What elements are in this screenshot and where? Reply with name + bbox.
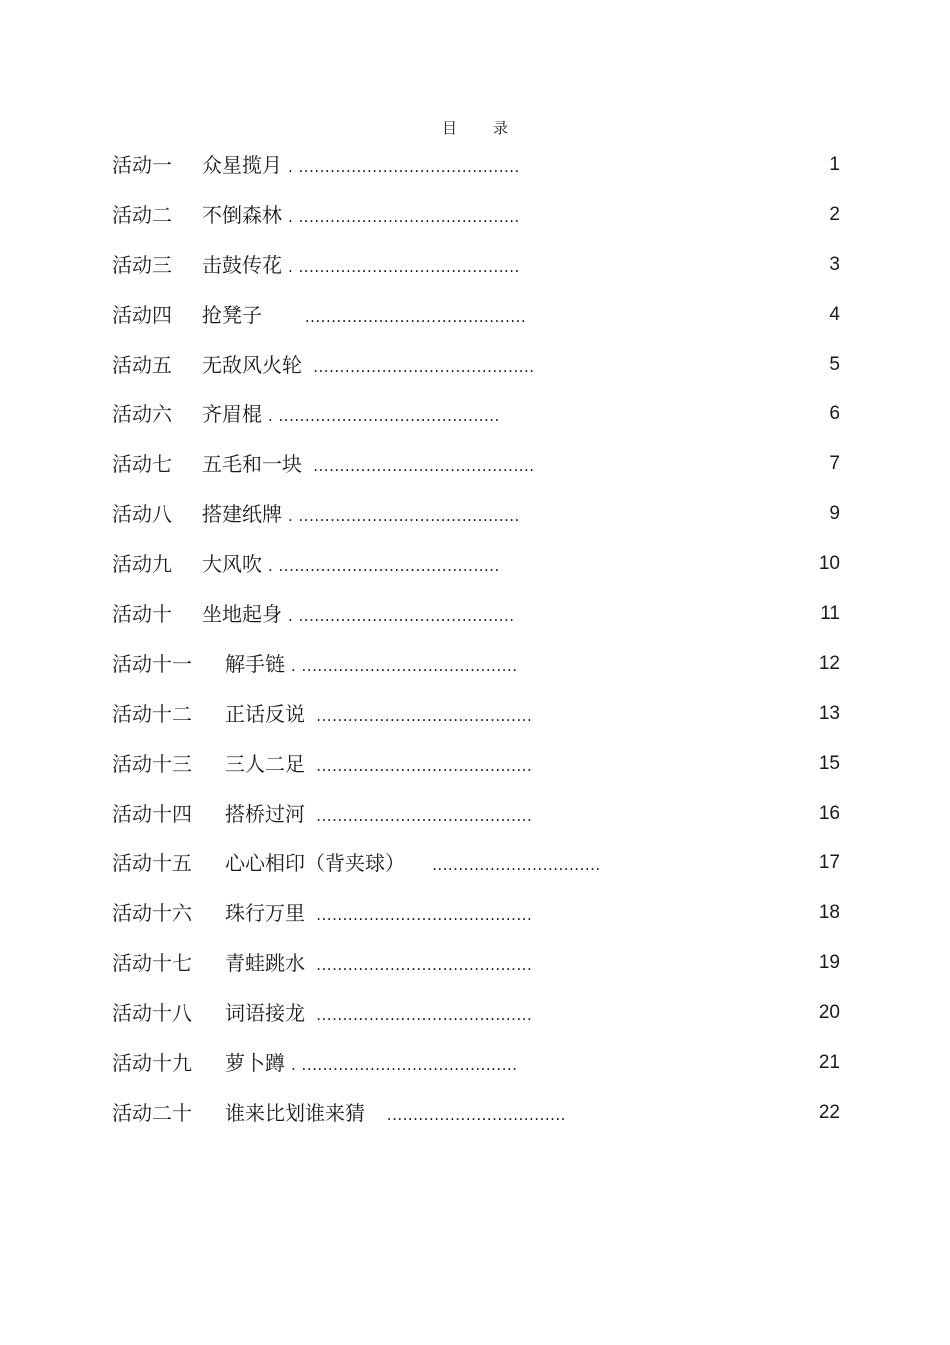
toc-entry-dots: ................................ [411,856,601,875]
toc-entry-dots: . .......................................... [288,257,520,276]
toc-entry-name [225,898,532,930]
toc-title-char-2: 录 [493,119,509,137]
toc-entry-dots: ......................................... [311,806,533,825]
toc-entry-label: 活动十九 [112,1051,192,1076]
toc-entry[interactable] [112,549,840,599]
toc-entry-title: 众星揽月 [202,153,282,177]
toc-entry-name [225,1098,566,1130]
toc-entry-label: 活动六 [112,402,172,427]
toc-entry-title: 坐地起身 [202,602,282,627]
toc-entry-name [202,350,535,382]
toc-entry-title: 抢凳子 [202,302,262,327]
toc-entry-title: 珠行万里 [225,901,305,926]
toc-entry-label: 活动十八 [112,1001,192,1026]
toc-entry-dots: . .......................................... [288,158,520,176]
toc-entry-page: 16 [818,802,840,824]
toc-entry-label: 活动十三 [112,751,192,776]
toc-entry-label: 活动九 [112,552,172,577]
toc-entry-page: 7 [829,453,840,475]
toc-entry[interactable] [112,399,840,449]
toc-entry-dots: ......................................... [311,1006,533,1025]
toc-entry-dots: . .......................................... [288,507,520,526]
toc-entry-name [202,499,520,531]
toc-entry[interactable] [112,1048,840,1098]
toc-entry[interactable] [112,499,840,549]
toc-entry-name [225,799,532,831]
toc-entry-name [225,848,601,880]
toc-entry-name [225,998,532,1030]
toc-entry-name [225,649,518,681]
toc-entry-page: 4 [829,303,840,325]
toc-entry[interactable] [112,848,840,898]
toc-entry-dots: .................................. [371,1105,566,1124]
toc-entry[interactable] [112,200,840,250]
toc-entry-page: 15 [818,752,840,774]
toc-entry-page: 22 [818,1101,840,1123]
toc-entry-name [202,599,515,631]
toc-entry-page: 11 [820,603,840,625]
toc-entry-label: 活动十二 [112,701,192,726]
toc-entry[interactable] [112,599,840,649]
toc-entry[interactable] [112,649,840,699]
toc-entry[interactable] [112,799,840,849]
toc-entry-name [225,948,532,980]
toc-entry-page: 18 [818,902,840,924]
toc-entry-label: 活动十一 [112,651,192,676]
toc-entry[interactable] [112,948,840,998]
toc-entry-name [202,300,526,332]
toc-entry-dots: . ......................................... [288,607,515,626]
toc-entry-label: 活动十四 [112,801,192,826]
toc-entry-name [202,399,500,431]
toc-entry-label: 活动八 [112,502,172,527]
toc-entry-label: 活动二十 [112,1100,192,1125]
toc-entry-title: 大风吹 [202,552,262,577]
toc-entry-page: 20 [818,1002,840,1024]
toc-entry-dots: ......................................... [311,756,533,775]
toc-entry-dots: . ......................................... [291,1056,518,1075]
toc-entry-dots: . .......................................... [268,557,500,576]
toc-entry-label: 活动五 [112,352,172,377]
toc-entry[interactable] [112,250,840,300]
toc-entry[interactable] [112,898,840,948]
toc-entry-name [202,449,535,481]
toc-entry-name [225,1048,518,1080]
toc-entry-page: 5 [829,353,840,375]
toc-entry-dots: ......................................... [311,906,533,925]
toc-entry-page: 1 [829,154,840,175]
toc-entry-title: 萝卜蹲 [225,1051,285,1076]
toc-entry-title: 正话反说 [225,701,305,726]
toc-entry-title: 齐眉棍 [202,402,262,427]
toc-entry[interactable] [112,350,840,400]
toc-entry-title: 搭建纸牌 [202,502,282,527]
toc-entry-title: 谁来比划谁来猜 [225,1100,365,1125]
toc-entry-page: 12 [818,652,840,674]
toc-entry-page: 3 [829,253,840,275]
toc-title-char-1: 目 [441,119,457,137]
toc-entry-page: 6 [829,403,840,425]
toc-entry-label: 活动七 [112,452,172,477]
toc-entry-title: 解手链 [225,651,285,676]
toc-entry-dots: . ......................................... [291,656,518,675]
toc-entry-page: 17 [818,852,840,874]
toc-entry-label: 活动二 [112,202,172,227]
toc-title [0,117,950,138]
toc-entry-title: 击鼓传花 [202,252,282,277]
toc-entry-label: 活动一 [112,153,172,177]
toc-entry-dots: .......................................... [308,457,535,476]
toc-entry-name [202,150,520,182]
toc-entry-label: 活动十 [112,602,172,627]
toc-entry-page: 21 [818,1052,840,1074]
toc-entry[interactable] [112,1098,840,1148]
toc-entry-title: 搭桥过河 [225,801,305,826]
toc-entry-title: 三人二足 [225,751,305,776]
toc-entry[interactable] [112,749,840,799]
toc-entry[interactable] [112,449,840,499]
toc-entry-name [202,549,500,581]
toc-entry-dots: ......................................... [311,706,533,725]
toc-entry[interactable] [112,998,840,1048]
toc-entry-label: 活动三 [112,252,172,277]
toc-entry-label: 活动十六 [112,901,192,926]
toc-entry[interactable] [112,699,840,749]
toc-entry-page: 2 [829,203,840,225]
toc-entry-label: 活动四 [112,302,172,327]
toc-entry-dots: . .......................................... [288,207,520,226]
toc-entry-name [225,699,532,731]
toc-entry-title: 无敌风火轮 [202,352,302,377]
toc-entry-page: 13 [818,702,840,724]
toc-entry-page: 10 [818,553,840,575]
toc-entry-page: 19 [818,952,840,974]
toc-entry-name [202,250,520,282]
toc-entry[interactable] [112,300,840,350]
toc-entry-dots: .......................................... [268,307,527,326]
toc-entry-name [225,749,532,781]
toc-entry-dots: .......................................... [308,357,535,376]
toc-entry-title: 不倒森林 [202,202,282,227]
toc-entry-dots: ......................................... [311,956,533,975]
toc-entry-title: 青蛙跳水 [225,951,305,976]
toc-entry-title: 五毛和一块 [202,452,302,477]
toc-entry-dots: . .......................................... [268,407,500,426]
toc-entry[interactable] [112,150,840,200]
toc-entry-name [202,200,520,232]
toc-entry-label: 活动十七 [112,951,192,976]
toc-entry-page: 9 [829,503,840,525]
toc-entry-title: 心心相印（背夹球） [225,851,405,876]
toc-entry-title: 词语接龙 [225,1001,305,1026]
toc-list [112,150,840,1148]
toc-entry-label: 活动十五 [112,851,192,876]
